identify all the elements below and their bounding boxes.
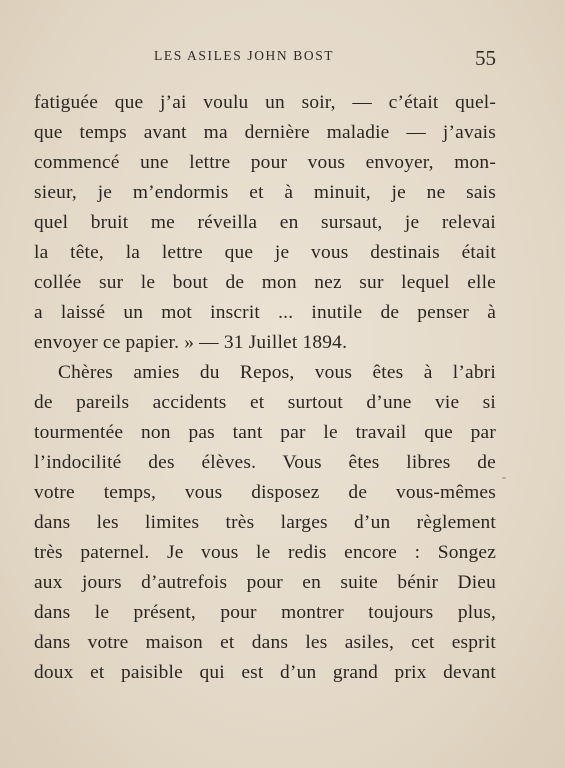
text-line: dans le présent, pour montrer toujours plus,: [34, 602, 496, 623]
body-text: [34, 88, 496, 688]
text-line: sieur, je m’endormis et à minuit, je ne sais: [34, 182, 496, 203]
text-line: doux et paisible qui est d’un grand prix devant: [34, 662, 496, 683]
margin-mark: -: [502, 470, 506, 484]
text-line: collée sur le bout de mon nez sur lequel elle: [34, 272, 496, 293]
text-line: très paternel. Je vous le redis encore : Songez: [34, 542, 496, 563]
paragraph-end-line: envoyer ce papier. » — 31 Juillet 1894.: [34, 332, 348, 353]
text-line: l’indocilité des élèves. Vous êtes libres de: [34, 452, 496, 473]
page-number: 55: [475, 46, 496, 70]
text-line: votre temps, vous disposez de vous-mêmes: [34, 482, 496, 503]
text-line: quel bruit me réveilla en sursaut, je relevai: [34, 212, 496, 233]
text-line: tourmentée non pas tant par le travail que par: [34, 422, 496, 443]
text-line: aux jours d’autrefois pour en suite bénir Dieu: [34, 572, 496, 593]
text-line: commencé une lettre pour vous envoyer, mon-: [34, 152, 496, 173]
text-line: que temps avant ma dernière maladie — j’avais: [34, 122, 496, 143]
running-head: [36, 46, 498, 74]
text-line: fatiguée que j’ai voulu un soir, — c’était quel-: [34, 92, 496, 113]
paragraph-start-line: Chères amies du Repos, vous êtes à l’abri: [58, 362, 496, 383]
running-title: LES ASILES JOHN BOST: [154, 48, 335, 63]
text-line: de pareils accidents et surtout d’une vie si: [34, 392, 496, 413]
text-line: a laissé un mot inscrit ... inutile de penser à: [34, 302, 496, 323]
text-line: dans les limites très larges d’un règlement: [34, 512, 496, 533]
text-line: la tête, la lettre que je vous destinais était: [34, 242, 496, 263]
text-line: dans votre maison et dans les asiles, cet esprit: [34, 632, 496, 653]
